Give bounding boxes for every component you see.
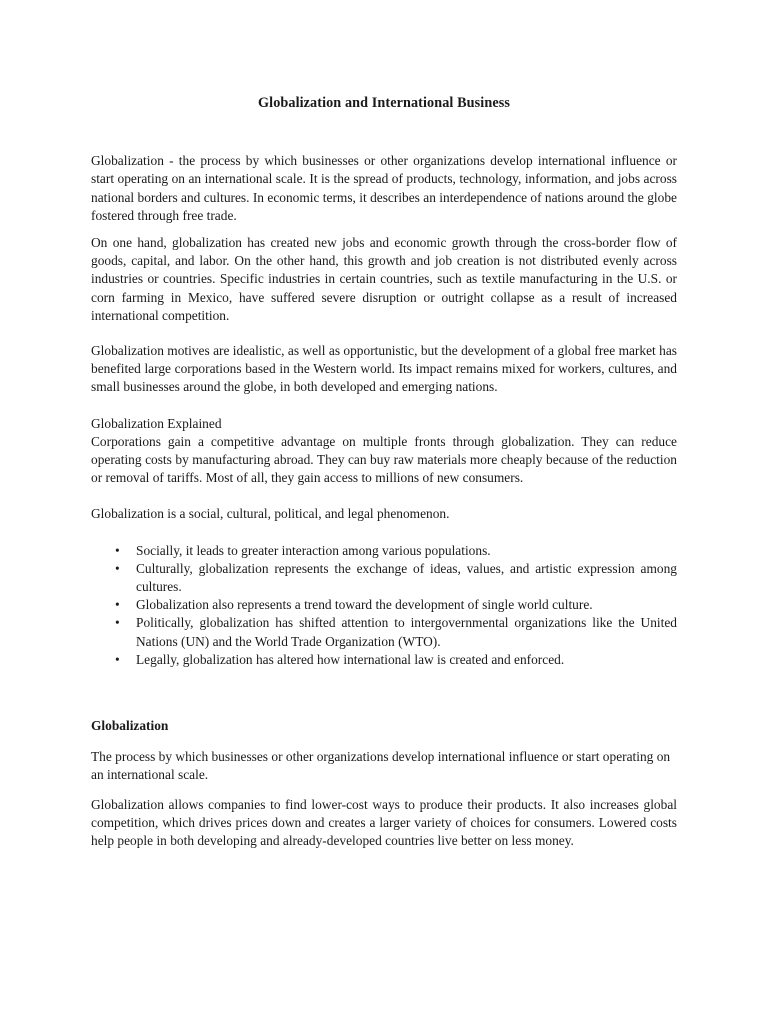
list-item: [91, 542, 677, 560]
bullet-list: [91, 542, 677, 669]
paragraph-definition: Globalization - the process by which businesses or other organizations develop international influence or start operating on an international scale. It is the spread of products, technology, information, and jobs across national borders and cultures. In economic terms, it describes an interdependence of nations around the globe fostered through free trade.: [91, 153, 677, 223]
paragraph-process: The process by which businesses or other organizations develop international influence or start operating on an international scale.: [91, 749, 671, 783]
list-item-text: Culturally, globalization represents the exchange of ideas, values, and artistic expression among cultures.: [136, 560, 677, 595]
list-item: [91, 614, 677, 650]
list-item-text: Politically, globalization has shifted attention to intergovernmental organizations like the United Nations (UN) and the World Trade Organization (WTO).: [136, 615, 677, 649]
list-item: [91, 560, 677, 596]
paragraph-phenomenon: Globalization is a social, cultural, political, and legal phenomenon.: [91, 506, 450, 522]
bullet-icon: •: [115, 651, 120, 667]
bullet-icon: •: [115, 615, 120, 631]
document-title: Globalization and International Business: [258, 95, 510, 111]
section-heading-globalization: Globalization: [91, 718, 169, 734]
list-item-text: Legally, globalization has altered how international law is created and enforced.: [136, 651, 565, 667]
paragraph-corporations: Corporations gain a competitive advantage on multiple fronts through globalization. They can reduce operating costs by manufacturing abroad. They can buy raw materials more cheaply because of the reduction or removal of tariffs. Most of all, they gain access to millions of new consumers.: [91, 433, 677, 486]
list-item-text: Socially, it leads to greater interaction among various populations.: [136, 542, 491, 558]
explained-heading: Globalization Explained: [91, 415, 222, 431]
list-item: [91, 596, 677, 614]
bullet-icon: •: [115, 542, 120, 558]
paragraph-effects: On one hand, globalization has created new jobs and economic growth through the cross-border flow of goods, capital, and labor. On the other hand, this growth and job creation is not distributed evenly across industries or countries. Specific industries in certain countries, such as textile manufacturing in the U.S. or corn farming in Mexico, have suffered severe disruption or outright collapse as a result of increased international competition.: [91, 235, 677, 323]
bullet-icon: •: [115, 597, 120, 613]
list-item: [91, 651, 677, 669]
bullet-icon: •: [115, 560, 120, 576]
paragraph-lower-cost: Globalization allows companies to find lower-cost ways to produce their products. It also increases global competition, which drives prices down and creates a larger variety of choices for consumers. Lowered costs help people in both developing and already-developed countries live better on less money.: [91, 796, 677, 849]
paragraph-motives: Globalization motives are idealistic, as well as opportunistic, but the development of a global free market has benefited large corporations based in the Western world. Its impact remains mixed for workers, cultures, and small businesses around the globe, in both developed and emerging nations.: [91, 343, 677, 395]
list-item-text: Globalization also represents a trend toward the development of single world culture.: [136, 597, 593, 613]
